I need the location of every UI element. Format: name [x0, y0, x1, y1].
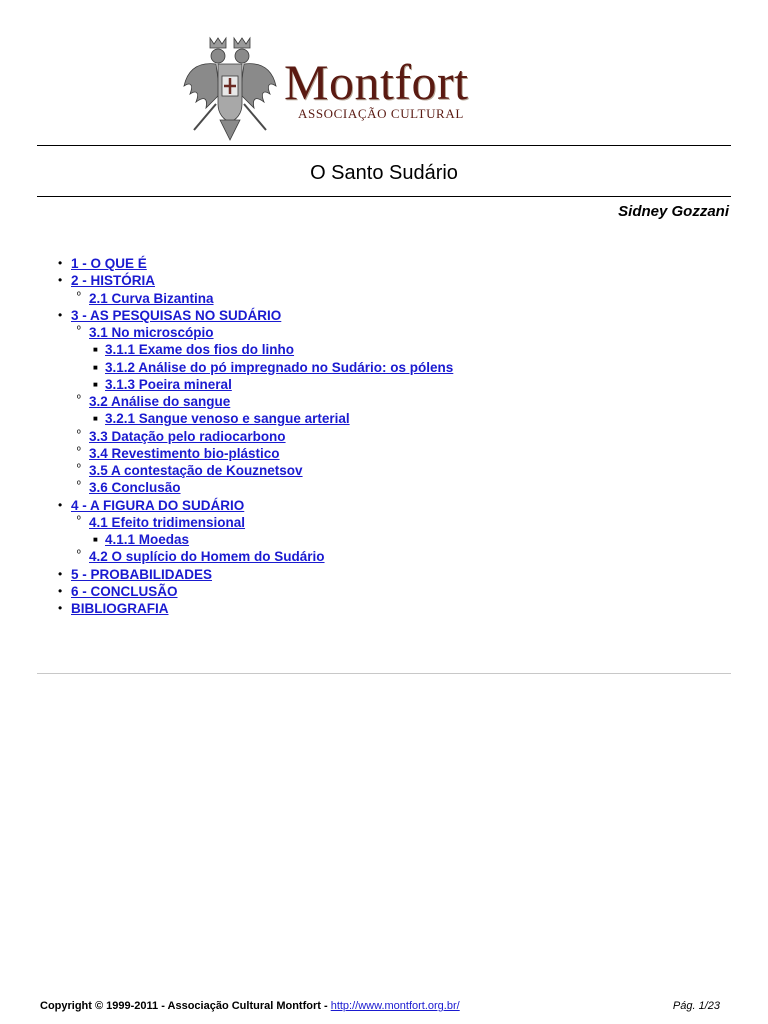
page-number: Pág. 1/23 — [672, 1000, 720, 1012]
ordinal-bullet-icon: º — [77, 428, 81, 440]
toc-item — [58, 255, 738, 272]
toc-item — [58, 566, 738, 583]
toc-item — [58, 341, 738, 358]
montfort-logo — [180, 34, 520, 144]
square-bullet-icon: ■ — [93, 414, 98, 424]
title-divider — [37, 196, 731, 197]
content-end-divider — [37, 673, 731, 674]
toc-link[interactable]: 3.3 Datação pelo radiocarbono — [89, 428, 286, 444]
toc-link[interactable]: 4.2 O suplício do Homem do Sudário — [89, 549, 325, 565]
toc-item — [58, 359, 738, 376]
toc-item — [58, 393, 738, 410]
ordinal-bullet-icon: º — [77, 463, 81, 474]
toc-link[interactable]: 4.1.1 Moedas — [105, 532, 190, 547]
logo-wordmark: Montfort — [284, 54, 469, 110]
toc-link[interactable]: 3 - AS PESQUISAS NO SUDÁRIO — [71, 307, 282, 323]
ordinal-bullet-icon: º — [77, 445, 81, 457]
toc-item — [58, 548, 738, 565]
toc-link[interactable]: 3.1 No microscópio — [89, 325, 214, 340]
footer-copyright — [40, 999, 460, 1013]
toc-link[interactable]: 3.1.1 Exame dos fios do linho — [105, 342, 295, 358]
toc-item — [58, 307, 738, 324]
logo-subtitle: ASSOCIAÇÃO CULTURAL — [298, 106, 464, 121]
footer-url-link[interactable]: http://www.montfort.org.br/ — [330, 1000, 460, 1012]
ordinal-bullet-icon: º — [77, 514, 81, 526]
document-author: Sidney Gozzani — [618, 203, 729, 220]
toc-item — [58, 376, 738, 393]
toc-link[interactable]: 3.2.1 Sangue venoso e sangue arterial — [105, 411, 350, 427]
toc-link[interactable]: 3.5 A contestação de Kouznetsov — [89, 463, 303, 478]
bullet-icon: • — [58, 497, 63, 512]
ordinal-bullet-icon: º — [77, 325, 81, 336]
bullet-icon: • — [58, 583, 63, 598]
bullet-icon: • — [58, 601, 63, 615]
toc-item — [58, 272, 738, 289]
square-bullet-icon: ■ — [93, 379, 98, 389]
table-of-contents — [58, 255, 738, 617]
toc-item — [58, 462, 738, 479]
toc-link[interactable]: BIBLIOGRAFIA — [71, 601, 169, 616]
top-divider — [37, 145, 731, 146]
toc-link[interactable]: 3.1.2 Análise do pó impregnado no Sudário: os pólens — [105, 359, 454, 375]
square-bullet-icon: ■ — [93, 345, 98, 355]
square-bullet-icon: ■ — [93, 535, 98, 544]
ordinal-bullet-icon: º — [77, 394, 81, 405]
ordinal-bullet-icon: º — [77, 549, 81, 561]
square-bullet-icon: ■ — [93, 362, 98, 372]
toc-link[interactable]: 2.1 Curva Bizantina — [89, 290, 214, 306]
ordinal-bullet-icon: º — [77, 480, 81, 492]
toc-item — [58, 497, 738, 514]
copyright-text: Copyright © 1999-2011 - Associação Cultural Montfort - — [40, 1000, 331, 1012]
toc-item — [58, 410, 738, 427]
toc-link[interactable]: 3.6 Conclusão — [89, 480, 181, 496]
toc-link[interactable]: 4 - A FIGURA DO SUDÁRIO — [71, 497, 245, 513]
toc-link[interactable]: 5 - PROBABILIDADES — [71, 566, 213, 582]
toc-link[interactable]: 2 - HISTÓRIA — [71, 273, 156, 289]
bullet-icon: • — [58, 256, 63, 270]
toc-link[interactable]: 3.1.3 Poeira mineral — [105, 376, 232, 392]
toc-item — [58, 514, 738, 531]
toc-item — [58, 531, 738, 548]
toc-item — [58, 445, 738, 462]
toc-item — [58, 428, 738, 445]
toc-item — [58, 600, 738, 617]
toc-link[interactable]: 6 - CONCLUSÃO — [71, 583, 178, 599]
toc-link[interactable]: 1 - O QUE É — [71, 256, 147, 271]
toc-item — [58, 290, 738, 307]
toc-link[interactable]: 3.4 Revestimento bio-plástico — [89, 445, 280, 461]
ordinal-bullet-icon: º — [77, 290, 81, 302]
toc-link[interactable]: 3.2 Análise do sangue — [89, 394, 231, 409]
bullet-icon: • — [58, 307, 63, 322]
eagle-crest-icon — [180, 34, 280, 142]
bullet-icon: • — [58, 566, 63, 581]
document-title: O Santo Sudário — [310, 162, 458, 184]
toc-link[interactable]: 4.1 Efeito tridimensional — [89, 514, 246, 530]
toc-item — [58, 479, 738, 496]
toc-item — [58, 583, 738, 600]
toc-item — [58, 324, 738, 341]
bullet-icon: • — [58, 273, 63, 288]
